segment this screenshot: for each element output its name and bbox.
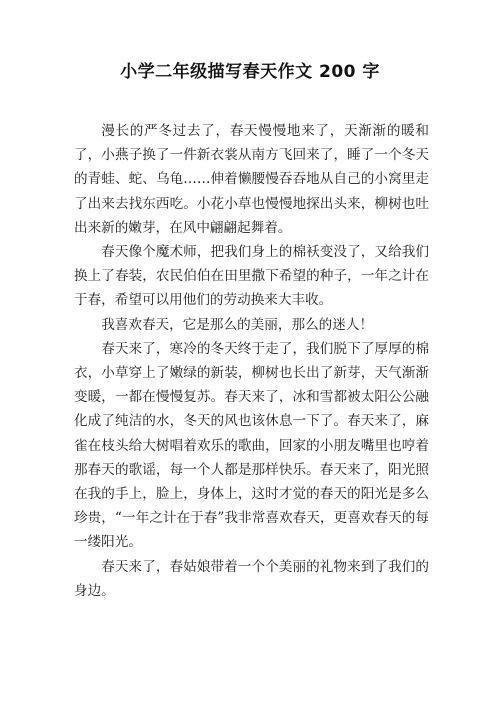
paragraph-1: 漫长的严冬过去了，春天慢慢地来了，天渐渐的暖和了，小燕子换了一件新衣裳从南方飞回来了，睡了一个冬天的青蛙、蛇、乌龟……伸着懒腰慢吞吞地从自己的小窝里走了出来去找东西吃。小花小草也慢慢地探出头来，柳树也吐出来新的嫩芽，在风中翩翩起舞着。 <box>74 123 429 236</box>
document-body <box>74 119 429 603</box>
paragraph-4: 春天来了，寒冷的冬天终于走了，我们脱下了厚厚的棉衣，小草穿上了嫩绿的新装，柳树也长出了新芽，天气渐渐变暖，一都在慢慢复苏。春天来了，冰和雪都被太阳公公融化成了纯洁的水，冬天的风也该休息一下了。春天来了，麻雀在枝头给大树唱着欢乐的歌曲，回家的小朋友嘴里也哼着那春天的歌谣，每一个人都是那样快乐。春天来了，阳光照在我的手上，脸上，身体上，这时才觉的春天的阳光是多么珍贵，“一年之计在于春”我非常喜欢春天，更喜欢春天的每一缕阳光。 <box>74 340 429 551</box>
paragraph-2: 春天像个魔术师，把我们身上的棉袄变没了，又给我们换上了春装，农民伯伯在田里撒下希望的种子，一年之计在于春，希望可以用他们的劳动换来大丰收。 <box>74 244 429 309</box>
paragraph-3: 我喜欢春天，它是那么的美丽，那么的迷人！ <box>101 316 374 333</box>
paragraph-5: 春天来了，春姑娘带着一个个美丽的礼物来到了我们的身边。 <box>74 558 429 599</box>
document-title: 小学二年级描写春天作文 200 字 <box>120 62 380 82</box>
